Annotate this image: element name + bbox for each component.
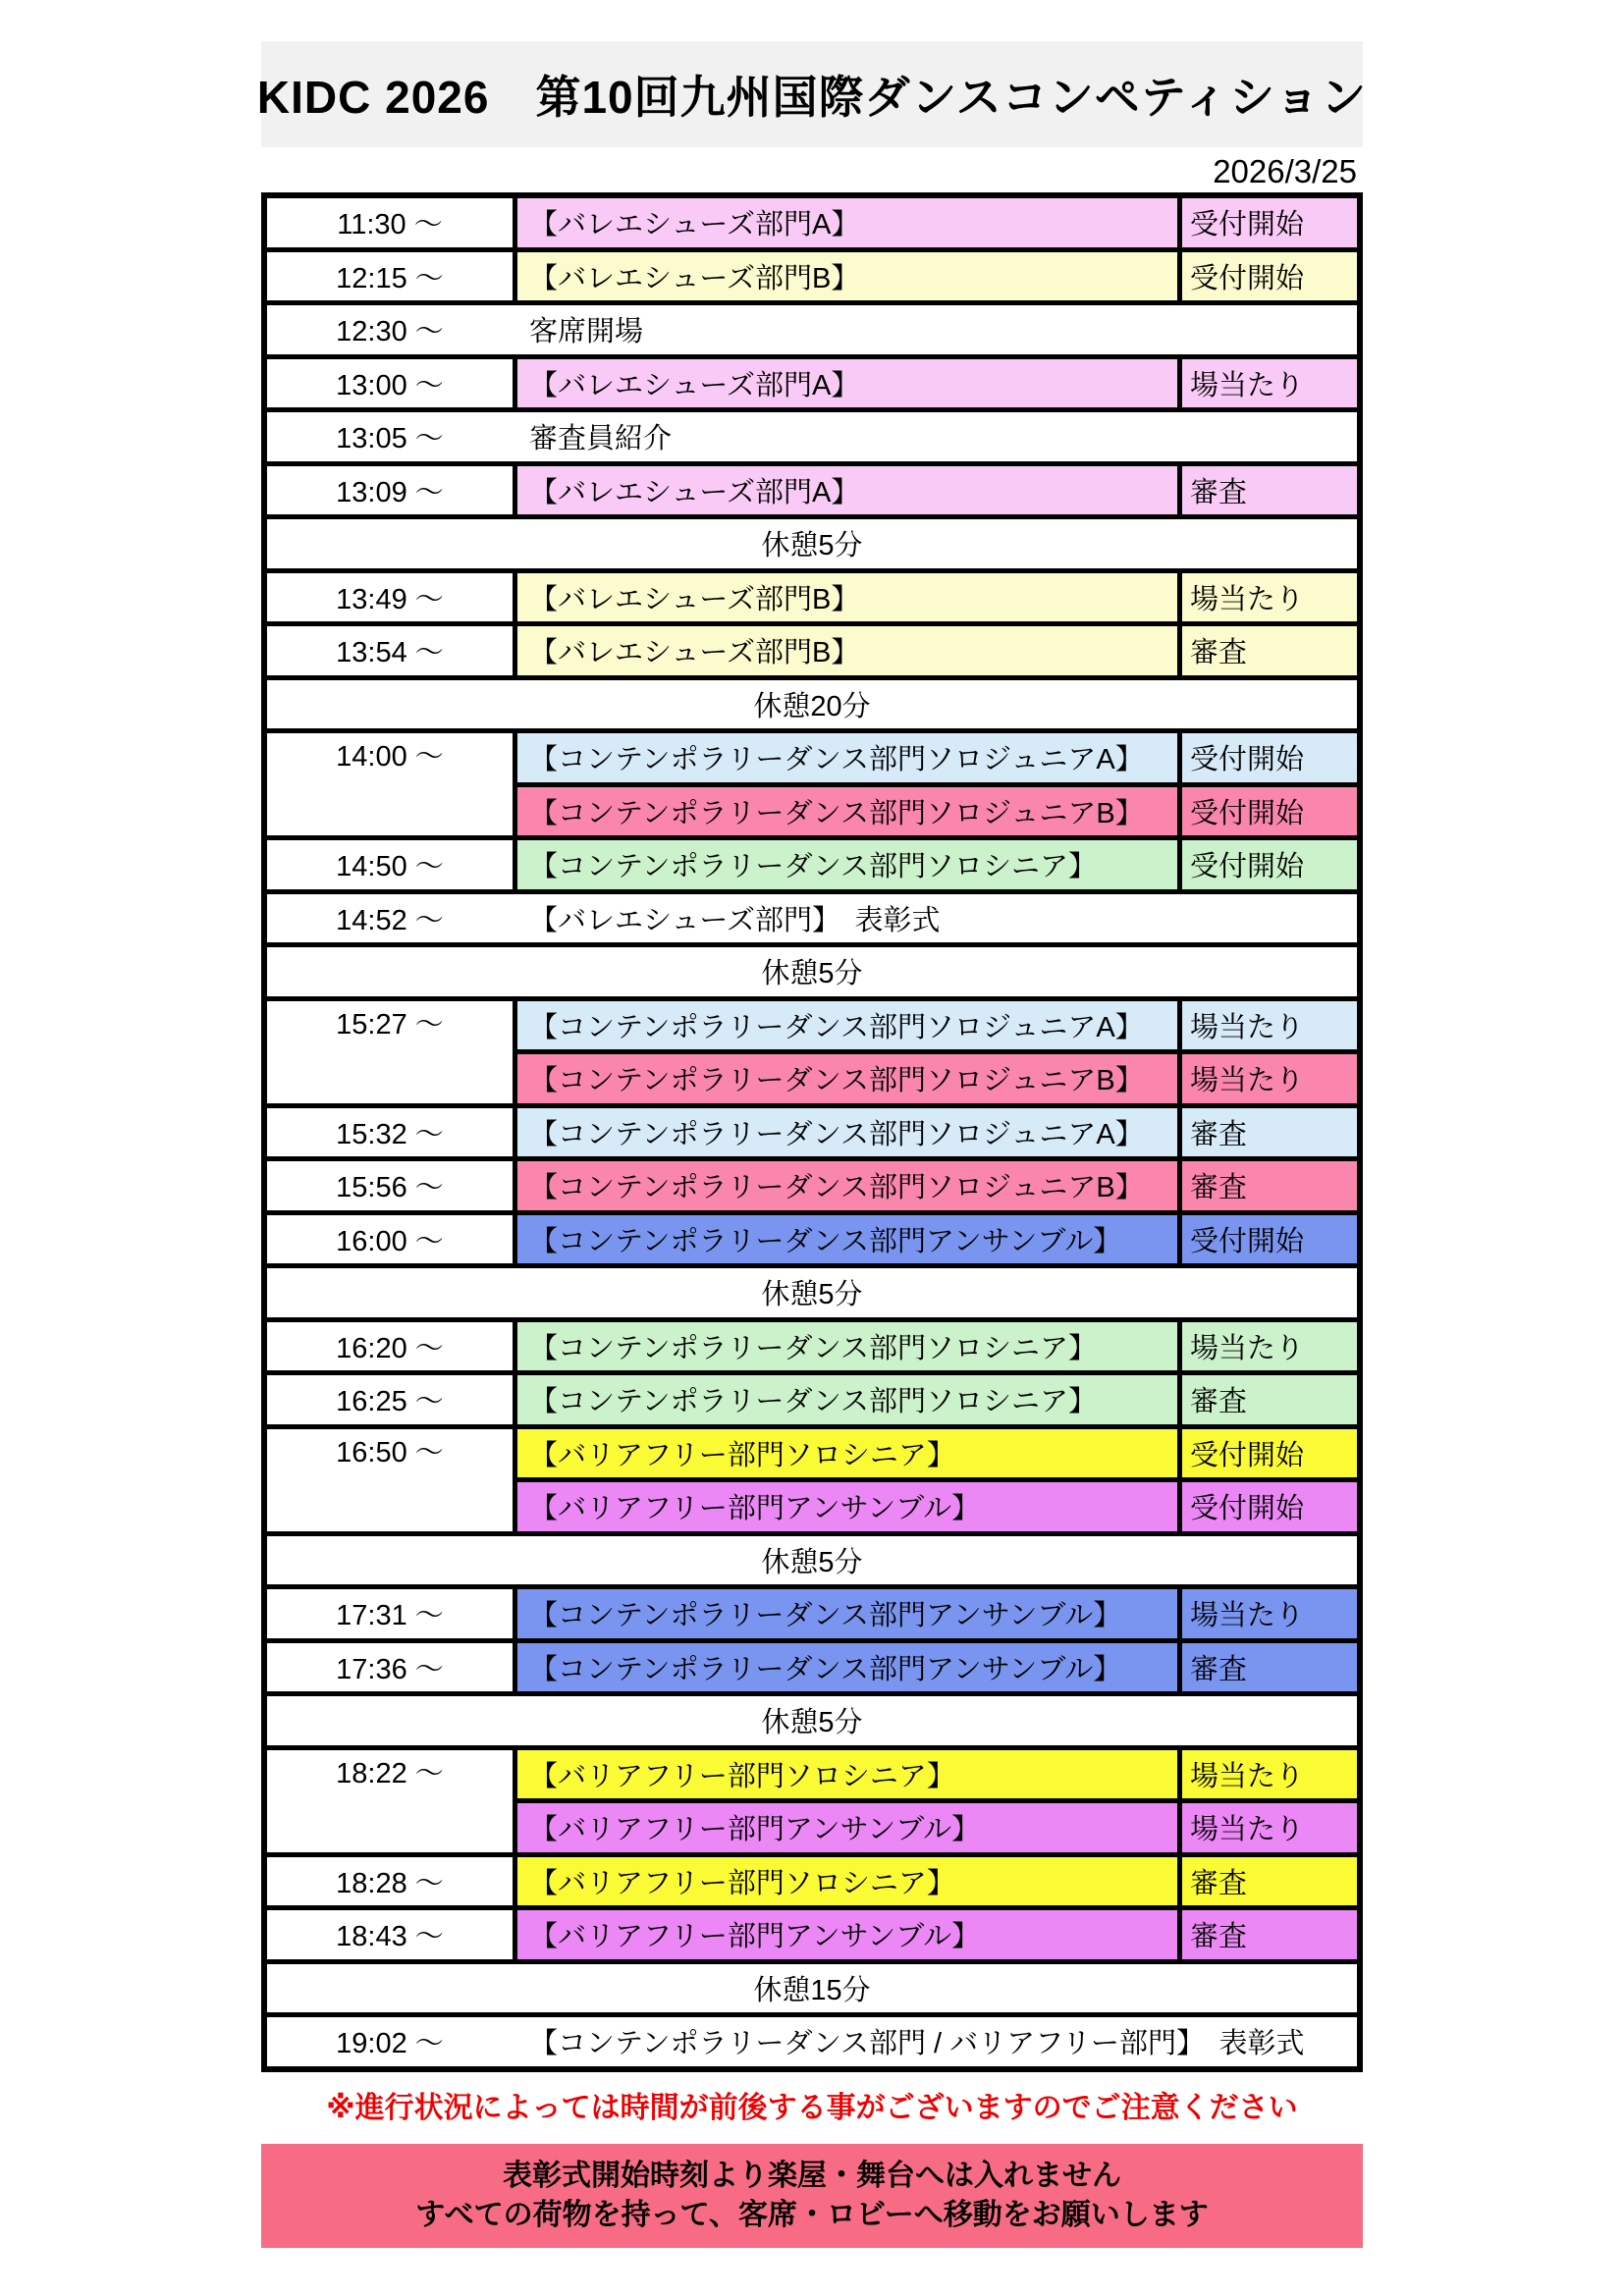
status-cell: 受付開始	[1177, 198, 1357, 247]
break-row: 休憩20分	[267, 675, 1357, 729]
time-cell: 12:30 ～	[336, 316, 444, 348]
status-cell: 審査	[1177, 1857, 1357, 1906]
schedule-subrow	[517, 1001, 1357, 1050]
status-cell: 受付開始	[1177, 787, 1357, 836]
time-cell: 14:50 ～	[336, 851, 444, 883]
caution-note: ※進行状況によっては時間が前後する事がございますのでご注意ください	[326, 2091, 1298, 2124]
status-cell: 場当たり	[1177, 359, 1357, 408]
schedule-row	[267, 1103, 1357, 1157]
time-cell	[267, 1429, 513, 1531]
group-subrows	[513, 733, 1357, 835]
event-cell: 【コンテンポラリーダンス部門アンサンブル】	[513, 1215, 1177, 1264]
schedule-row-group	[267, 728, 1357, 835]
event-cell: 【コンテンポラリーダンス部門ソロジュニアB】	[517, 1054, 1177, 1103]
event-cell: 【コンテンポラリーダンス部門ソロシニア】	[513, 1375, 1177, 1424]
schedule-row	[267, 1852, 1357, 1906]
schedule-subrow	[517, 1429, 1357, 1478]
status-cell: 審査	[1177, 626, 1357, 675]
schedule-row-wide	[267, 300, 1357, 354]
status-cell: 場当たり	[1177, 1322, 1357, 1371]
time-cell: 18:43 ～	[336, 1921, 444, 1953]
status-cell: 審査	[1177, 1108, 1357, 1157]
time-cell: 19:02 ～	[336, 2028, 444, 2060]
status-cell: 場当たり	[1177, 1803, 1357, 1852]
status-cell: 場当たり	[1177, 1589, 1357, 1638]
schedule-row	[267, 1370, 1357, 1424]
schedule-row	[267, 621, 1357, 675]
schedule-row-group	[267, 1424, 1357, 1531]
status-cell: 受付開始	[1177, 1429, 1357, 1478]
event-cell: 【コンテンポラリーダンス部門 / バリアフリー部門】 表彰式	[529, 2028, 1305, 2060]
break-row: 休憩5分	[267, 1263, 1357, 1317]
time-label: 18:22 ～	[336, 1757, 444, 1789]
schedule-row	[267, 198, 1357, 247]
time-cell	[267, 1001, 513, 1103]
status-cell: 受付開始	[1177, 252, 1357, 301]
event-cell: 【バリアフリー部門ソロシニア】	[517, 1750, 1177, 1799]
status-cell: 審査	[1177, 1643, 1357, 1692]
page-title	[256, 41, 1368, 147]
time-label: 15:27 ～	[336, 1008, 444, 1041]
schedule-row	[267, 461, 1357, 515]
schedule-row	[267, 1156, 1357, 1210]
status-cell: 場当たり	[1177, 1054, 1357, 1103]
title-text: KIDC 2026 第10回九州国際ダンスコンペティション	[256, 72, 1368, 123]
schedule-subrow	[517, 1798, 1357, 1852]
time-cell: 17:31 ～	[336, 1600, 444, 1632]
break-row: 休憩5分	[267, 514, 1357, 568]
schedule-row	[267, 1317, 1357, 1371]
time-label: 14:00 ～	[336, 741, 444, 773]
time-cell: 14:52 ～	[336, 904, 444, 936]
time-cell	[267, 1750, 513, 1852]
schedule-row	[267, 568, 1357, 622]
schedule-page	[256, 0, 1368, 2248]
schedule-row	[267, 247, 1357, 301]
event-cell: 【バレエシューズ部門A】	[513, 198, 1177, 247]
event-cell: 【バレエシューズ部門A】	[513, 359, 1177, 408]
time-cell: 17:36 ～	[336, 1653, 444, 1685]
event-cell: 【バリアフリー部門アンサンブル】	[513, 1910, 1177, 1959]
schedule-row	[267, 1210, 1357, 1264]
break-row: 休憩5分	[267, 1531, 1357, 1585]
time-cell: 13:05 ～	[336, 423, 444, 455]
banner-line-1: 表彰式開始時刻より楽屋・舞台へは入れません	[503, 2159, 1121, 2192]
time-cell: 15:56 ～	[336, 1172, 444, 1204]
schedule-row-wide	[267, 407, 1357, 461]
status-cell: 審査	[1177, 1375, 1357, 1424]
banner-line-2: すべての荷物を持って、客席・ロビーへ移動をお願いします	[415, 2198, 1209, 2231]
schedule-subrow	[517, 733, 1357, 782]
event-cell: 【バリアフリー部門ソロシニア】	[513, 1857, 1177, 1906]
schedule-row	[267, 835, 1357, 889]
time-cell: 13:00 ～	[336, 369, 444, 401]
schedule-row-wide	[267, 2012, 1357, 2066]
status-cell: 場当たり	[1177, 1750, 1357, 1799]
schedule-subrow	[517, 1477, 1357, 1531]
time-label: 16:50 ～	[336, 1436, 444, 1468]
time-cell	[267, 733, 513, 835]
schedule-row	[267, 1584, 1357, 1638]
break-row: 休憩5分	[267, 1691, 1357, 1745]
time-cell: 13:49 ～	[336, 583, 444, 615]
schedule-subrow	[517, 1750, 1357, 1799]
status-cell: 受付開始	[1177, 733, 1357, 782]
status-cell: 場当たり	[1177, 1001, 1357, 1050]
event-cell: 【コンテンポラリーダンス部門ソロジュニアA】	[517, 733, 1177, 782]
event-cell: 【バリアフリー部門アンサンブル】	[517, 1482, 1177, 1531]
event-cell: 【コンテンポラリーダンス部門アンサンブル】	[513, 1589, 1177, 1638]
status-cell: 審査	[1177, 1161, 1357, 1210]
event-cell: 【バレエシューズ部門B】	[513, 252, 1177, 301]
status-cell: 場当たり	[1177, 573, 1357, 622]
event-cell: 【バレエシューズ部門B】	[513, 626, 1177, 675]
time-cell: 13:54 ～	[336, 637, 444, 669]
time-cell: 16:25 ～	[336, 1386, 444, 1418]
group-subrows	[513, 1001, 1357, 1103]
footer-banner	[261, 2144, 1363, 2248]
schedule-subrow	[517, 782, 1357, 836]
status-cell: 受付開始	[1177, 1482, 1357, 1531]
schedule-row	[267, 1905, 1357, 1959]
event-cell: 【コンテンポラリーダンス部門ソロジュニアB】	[513, 1161, 1177, 1210]
event-cell: 【コンテンポラリーダンス部門アンサンブル】	[513, 1643, 1177, 1692]
event-cell: 【コンテンポラリーダンス部門ソロシニア】	[513, 840, 1177, 889]
event-cell: 【バリアフリー部門アンサンブル】	[517, 1803, 1177, 1852]
break-row: 休憩5分	[267, 942, 1357, 996]
time-cell: 18:28 ～	[336, 1867, 444, 1899]
time-cell: 12:15 ～	[336, 262, 444, 294]
event-cell: 【コンテンポラリーダンス部門ソロジュニアB】	[517, 787, 1177, 836]
status-cell: 審査	[1177, 1910, 1357, 1959]
schedule-row-group	[267, 1745, 1357, 1852]
event-cell: 客席開場	[529, 316, 644, 348]
schedule-row-group	[267, 996, 1357, 1103]
time-cell: 15:32 ～	[336, 1118, 444, 1150]
group-subrows	[513, 1750, 1357, 1852]
schedule-subrow	[517, 1049, 1357, 1103]
event-date: 2026/3/25	[1213, 153, 1357, 189]
schedule-table	[261, 192, 1363, 2072]
event-cell: 【バリアフリー部門ソロシニア】	[517, 1429, 1177, 1478]
group-subrows	[513, 1429, 1357, 1531]
status-cell: 受付開始	[1177, 1215, 1357, 1264]
event-cell: 【バレエシューズ部門】 表彰式	[529, 904, 941, 936]
time-cell: 11:30 ～	[337, 209, 443, 241]
event-cell: 【コンテンポラリーダンス部門ソロジュニアA】	[517, 1001, 1177, 1050]
schedule-row	[267, 354, 1357, 408]
event-cell: 【コンテンポラリーダンス部門ソロジュニアA】	[513, 1108, 1177, 1157]
time-cell: 13:09 ～	[336, 476, 444, 508]
event-cell: 審査員紹介	[529, 423, 673, 455]
break-row: 休憩15分	[267, 1959, 1357, 2013]
event-cell: 【バレエシューズ部門B】	[513, 573, 1177, 622]
schedule-row	[267, 1638, 1357, 1692]
time-cell: 16:00 ～	[336, 1225, 444, 1257]
schedule-row-wide	[267, 889, 1357, 943]
event-cell: 【バレエシューズ部門A】	[513, 466, 1177, 515]
time-cell: 16:20 ～	[336, 1332, 444, 1364]
status-cell: 審査	[1177, 466, 1357, 515]
event-cell: 【コンテンポラリーダンス部門ソロシニア】	[513, 1322, 1177, 1371]
status-cell: 受付開始	[1177, 840, 1357, 889]
